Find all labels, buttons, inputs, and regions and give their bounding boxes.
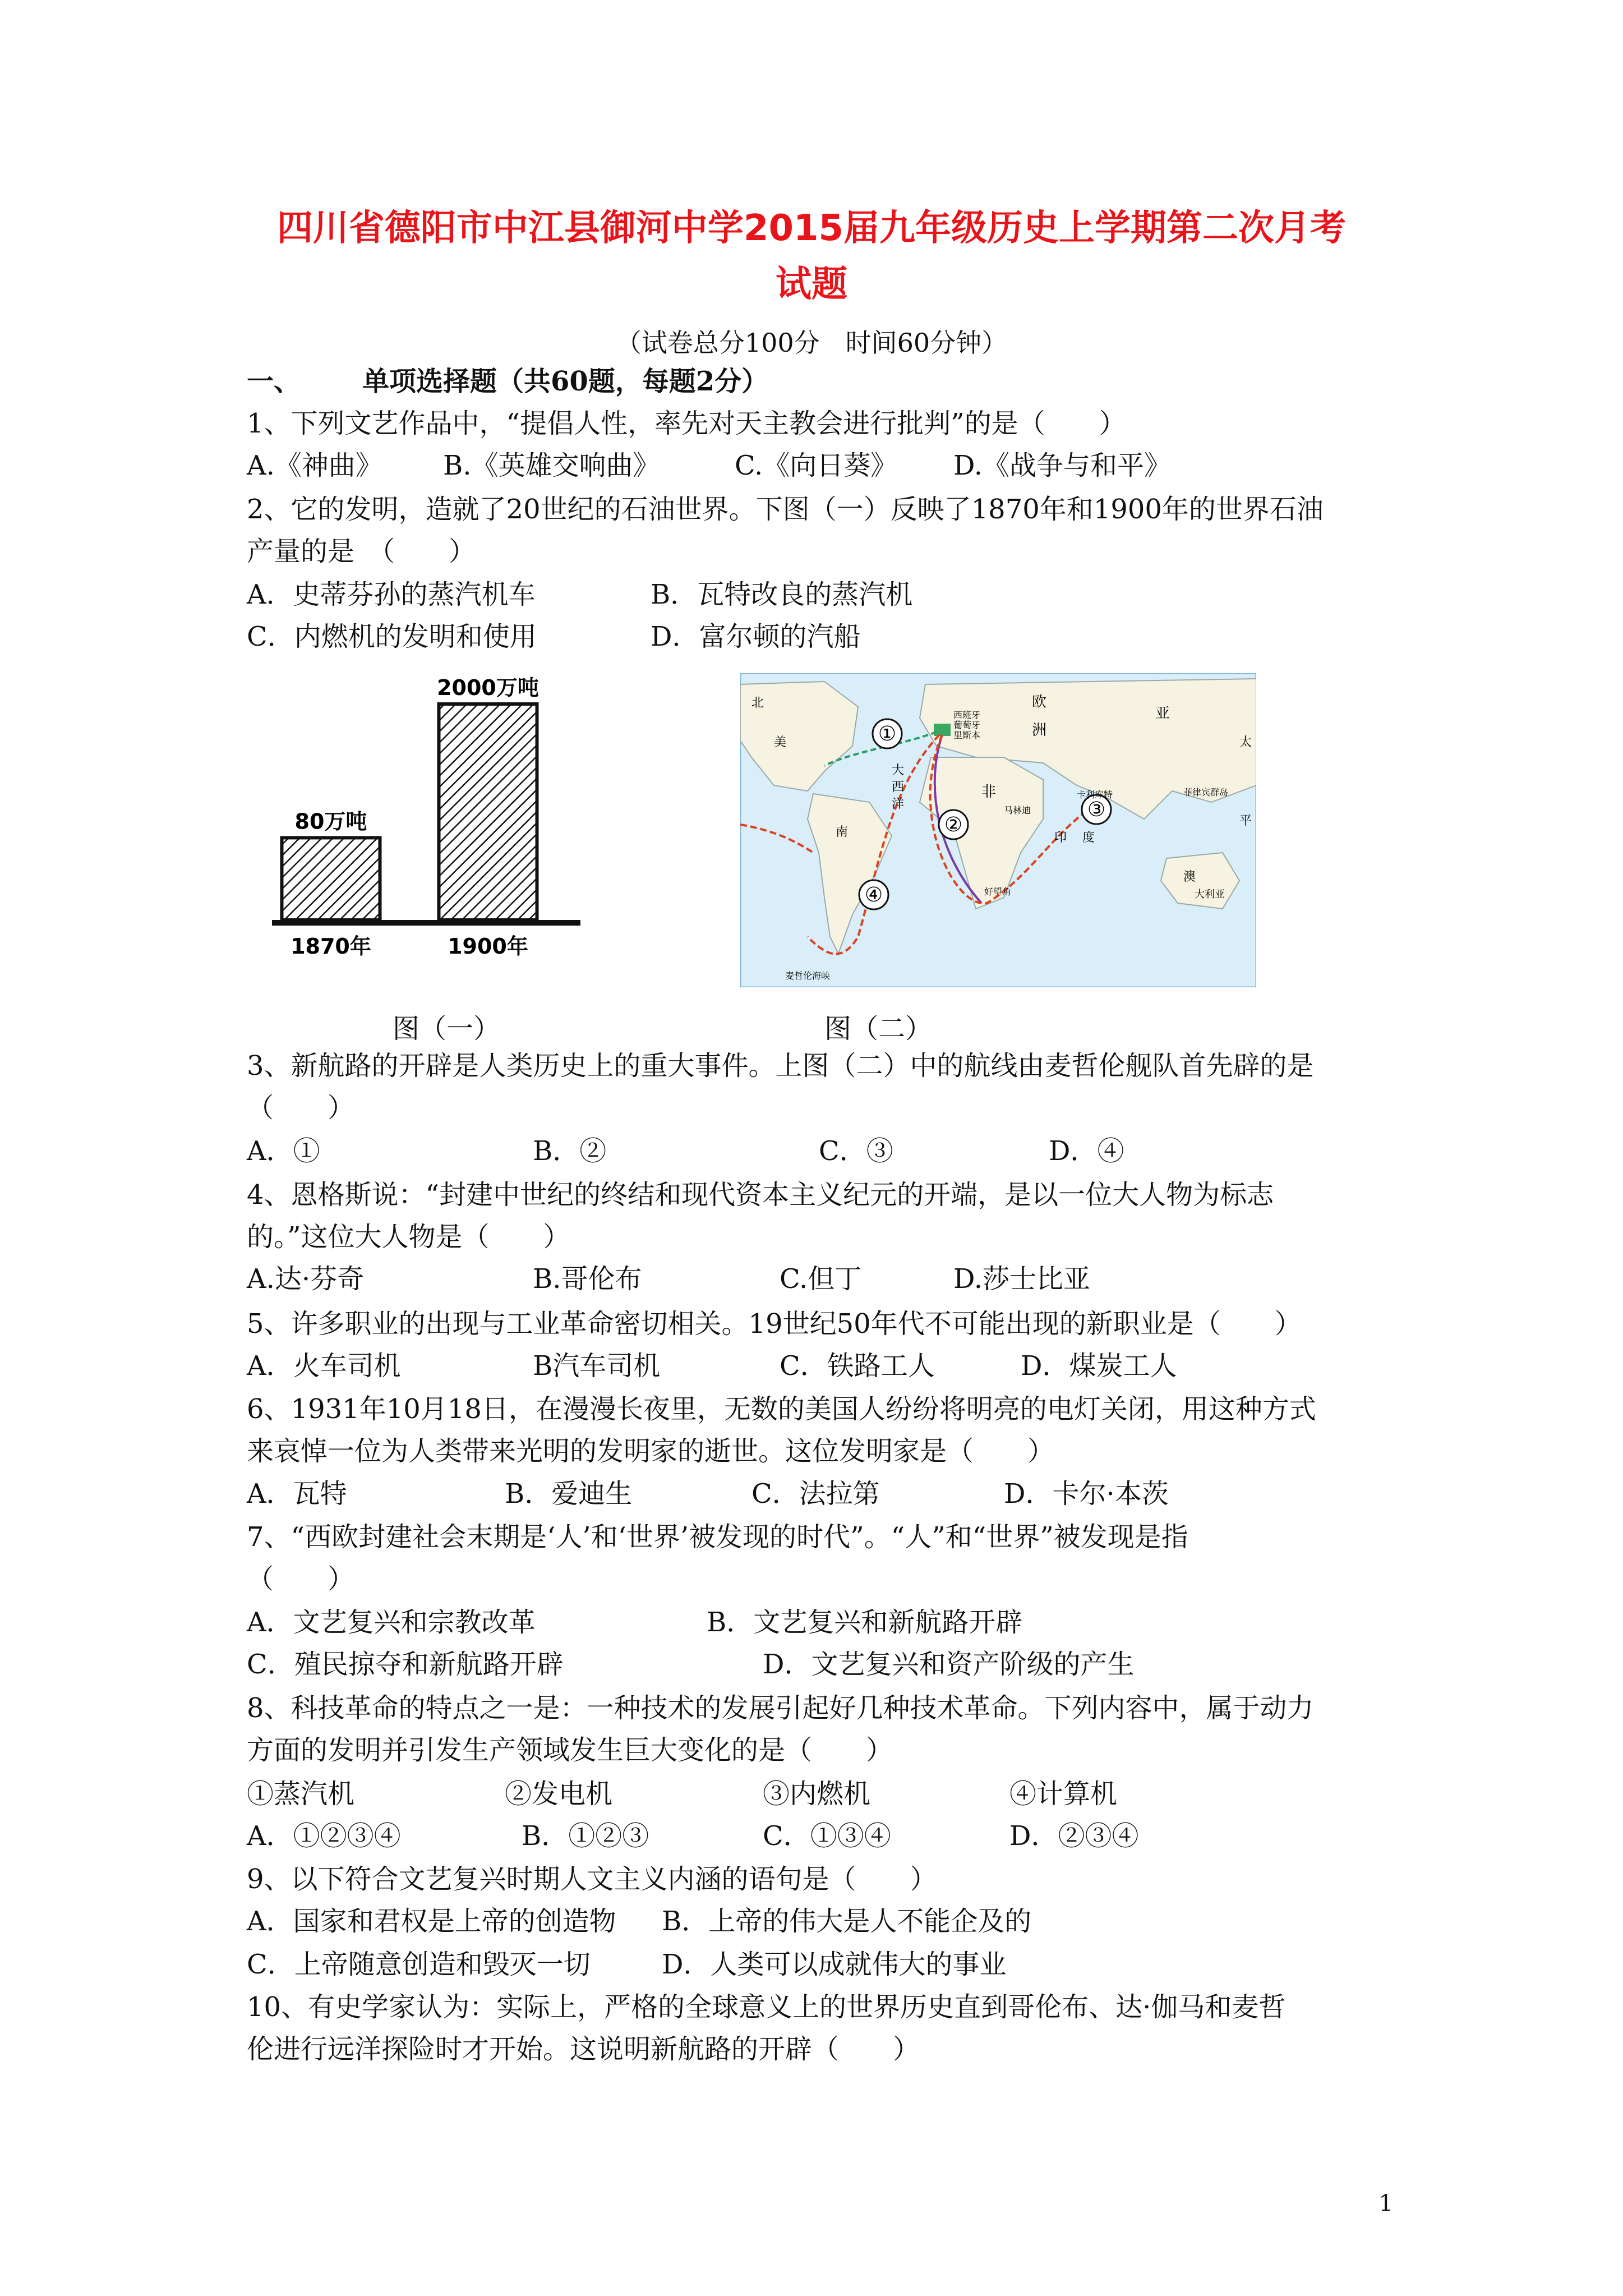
x-tick-label: 1870年 (291, 934, 371, 959)
question-7-stem-line1: 7、“西欧封建社会末期是‘人’和‘世界’被发现的时代”。“人”和“世界”被发现是指 (247, 1521, 1188, 1553)
question-3-stem-line1: 3、新航路的开辟是人类历史上的重大事件。上图（二）中的航线由麦哲伦舰队首先辟的是 (247, 1050, 1314, 1082)
label-europe-zhou: 洲 (1032, 722, 1047, 739)
q8-item-4: ④计算机 (1009, 1778, 1118, 1810)
question-2-stem-line2: 产量的是 （ ） (247, 536, 476, 567)
label-portugal: 葡萄牙 (953, 720, 981, 730)
label-lisbon: 里斯本 (953, 730, 981, 740)
iberia-highlight (934, 724, 951, 736)
q2-option-d[interactable]: D．富尔顿的汽船 (651, 621, 861, 652)
question-8-stem-line2: 方面的发明并引发生产领域发生巨大变化的是（ ） (247, 1734, 893, 1766)
label-malindi: 马林迪 (1004, 805, 1031, 816)
question-5-stem: 5、许多职业的出现与工业革命密切相关。19世纪50年代不可能出现的新职业是（ ） (247, 1308, 1302, 1340)
label-australia-ao: 澳 (1183, 870, 1196, 884)
q6-option-a[interactable]: A．瓦特 (247, 1478, 347, 1510)
q3-option-d[interactable]: D．④ (1049, 1135, 1124, 1167)
q4-option-c[interactable]: C.但丁 (780, 1263, 862, 1295)
q5-option-d[interactable]: D．煤炭工人 (1021, 1350, 1177, 1382)
question-8-stem-line1: 8、科技革命的特点之一是：一种技术的发展引起好几种技术革命。下列内容中，属于动力 (247, 1692, 1314, 1724)
question-3-stem-line2: （ ） (247, 1092, 355, 1124)
bar-1900年 (439, 704, 537, 920)
route-marker-4 (859, 880, 888, 909)
label-cape-of-good-hope: 好望角 (984, 886, 1012, 897)
q6-option-d[interactable]: D．卡尔·本茨 (1004, 1478, 1169, 1510)
question-6-stem-line2: 来哀悼一位为人类带来光明的发明家的逝世。这位发明家是（ ） (247, 1435, 1055, 1467)
label-philippines: 菲律宾群岛 (1183, 787, 1229, 798)
bar-value-label: 80万吨 (294, 809, 367, 834)
route-marker-1 (873, 719, 902, 748)
q6-option-c[interactable]: C．法拉第 (751, 1478, 880, 1510)
q2-option-b[interactable]: B．瓦特改良的蒸汽机 (651, 579, 913, 610)
q9-option-c[interactable]: C．上帝随意创造和毁灭一切 (247, 1949, 591, 1980)
q8-option-b[interactable]: B．①②③ (522, 1820, 649, 1852)
oil-production-bar-chart (269, 668, 583, 970)
q8-item-1: ①蒸汽机 (247, 1778, 355, 1810)
q8-option-d[interactable]: D．②③④ (1009, 1820, 1139, 1852)
q3-option-b[interactable]: B．② (533, 1135, 607, 1167)
q9-option-b[interactable]: B．上帝的伟大是人不能企及的 (662, 1906, 1032, 1937)
x-tick-label: 1900年 (448, 934, 528, 959)
question-1-stem: 1、下列文艺作品中，“提倡人性，率先对天主教会进行批判”的是（ ） (247, 408, 1126, 439)
q7-option-d[interactable]: D．文艺复兴和资产阶级的产生 (763, 1649, 1135, 1680)
svg-text:③: ③ (1087, 798, 1106, 821)
question-6-stem-line1: 6、1931年10月18日，在漫漫长夜里，无数的美国人纷纷将明亮的电灯关闭，用这种方式 (247, 1393, 1316, 1425)
q2-option-c[interactable]: C．内燃机的发明和使用 (247, 621, 537, 652)
page-title-line2: 试题 (776, 264, 847, 305)
bar-1870年 (282, 838, 380, 920)
label-america: 美 (774, 735, 787, 749)
q7-option-c[interactable]: C．殖民掠夺和新航路开辟 (247, 1649, 564, 1680)
q7-option-a[interactable]: A．文艺复兴和宗教改革 (247, 1607, 536, 1638)
page-subtitle: （试卷总分100分 时间60分钟） (615, 328, 1008, 358)
bar-value-label: 2000万吨 (437, 675, 539, 700)
label-spain: 西班牙 (953, 710, 981, 720)
label-pacific-ping: 平 (1239, 814, 1252, 828)
svg-text:④: ④ (864, 884, 883, 907)
q1-option-d[interactable]: D.《战争与和平》 (953, 450, 1172, 481)
question-4-stem-line2: 的。”这位大人物是（ ） (247, 1221, 570, 1253)
q4-option-b[interactable]: B.哥伦布 (533, 1263, 642, 1295)
q7-option-b[interactable]: B．文艺复兴和新航路开辟 (707, 1607, 1023, 1638)
q4-option-a[interactable]: A.达·芬奇 (247, 1263, 365, 1295)
q8-option-a[interactable]: A．①②③④ (247, 1820, 401, 1852)
page-title-line1: 四川省德阳市中江县御河中学2015届九年级历史上学期第二次月考 (276, 208, 1347, 249)
question-2-stem-line1: 2、它的发明，造就了20世纪的石油世界。下图（一）反映了1870年和1900年的世界石油 (247, 494, 1324, 525)
figure1-caption: 图（一） (393, 1013, 501, 1045)
q2-option-a[interactable]: A．史蒂芬孙的蒸汽机车 (247, 579, 536, 610)
label-africa: 非 (981, 784, 997, 800)
q5-option-a[interactable]: A．火车司机 (247, 1350, 401, 1382)
question-10-stem-line1: 10、有史学家认为：实际上，严格的全球意义上的世界历史直到哥伦布、达·伽马和麦哲 (247, 1991, 1286, 2023)
q4-option-d[interactable]: D.莎士比亚 (953, 1263, 1091, 1295)
section-heading (247, 365, 768, 398)
label-north: 北 (751, 696, 764, 710)
page-number: 1 (1378, 2191, 1393, 2216)
q1-option-b[interactable]: B.《英雄交响曲》 (443, 450, 660, 481)
section-number: 一、 (247, 366, 301, 397)
q5-option-c[interactable]: C．铁路工人 (780, 1350, 935, 1382)
figure2-caption: 图（二） (824, 1013, 933, 1045)
q1-option-a[interactable]: A.《神曲》 (247, 450, 382, 481)
q5-option-b[interactable]: B汽车司机 (533, 1350, 661, 1382)
label-indian-du: 度 (1082, 831, 1095, 845)
label-atlantic-xi: 西 (892, 780, 905, 794)
label-pacific-tai: 太 (1239, 735, 1252, 749)
q8-item-2: ②发电机 (505, 1778, 613, 1810)
question-10-stem-line2: 伦进行远洋探险时才开始。这说明新航路的开辟（ ） (247, 2033, 920, 2065)
label-indian-yin: 印 (1054, 831, 1067, 845)
q9-option-a[interactable]: A．国家和君权是上帝的创造物 (247, 1906, 616, 1937)
q6-option-b[interactable]: B．爱迪生 (505, 1478, 633, 1510)
label-calicut: 卡利库特 (1077, 789, 1113, 800)
q3-option-a[interactable]: A．① (247, 1135, 320, 1167)
label-strait-of-magellan: 麦哲伦海峡 (785, 970, 831, 981)
svg-text:②: ② (944, 813, 963, 836)
label-ocean: 洋 (892, 797, 905, 811)
section-title: 单项选择题（共60题，每题2分） (362, 366, 769, 397)
q8-option-c[interactable]: C．①③④ (763, 1820, 891, 1852)
label-south: 南 (836, 825, 849, 839)
question-4-stem-line1: 4、恩格斯说：“封建中世纪的终结和现代资本主义纪元的开端，是以一位大人物为标志 (247, 1179, 1274, 1211)
label-europe: 欧 (1032, 694, 1047, 711)
q3-option-c[interactable]: C．③ (819, 1135, 893, 1167)
q8-item-3: ③内燃机 (763, 1778, 871, 1810)
label-australia-rest: 大利亚 (1195, 889, 1225, 900)
q1-option-c[interactable]: C.《向日葵》 (735, 450, 898, 481)
label-asia: 亚 (1155, 705, 1170, 722)
question-7-stem-line2: （ ） (247, 1563, 355, 1595)
new-sea-routes-map (740, 673, 1256, 987)
svg-text:①: ① (878, 723, 897, 746)
q9-option-d[interactable]: D．人类可以成就伟大的事业 (662, 1949, 1007, 1980)
question-9-stem: 9、以下符合文艺复兴时期人文主义内涵的语句是（ ） (247, 1864, 937, 1895)
route-marker-2 (939, 810, 968, 839)
label-atlantic-da: 大 (892, 763, 905, 777)
